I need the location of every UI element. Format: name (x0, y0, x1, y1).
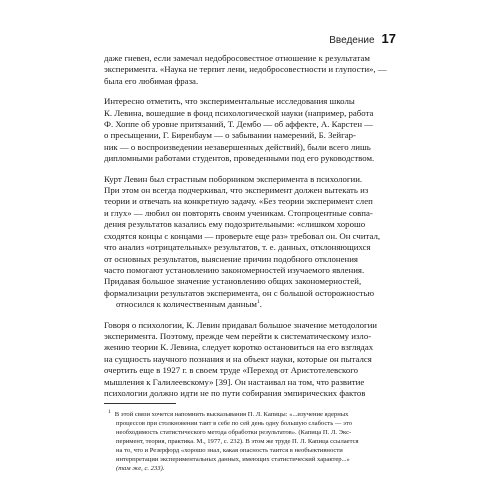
footnote-line: на то, что и Резерфорд «хорошо знал, какая опасность таится в необъективности (116, 447, 343, 454)
paragraph-4 (104, 320, 394, 400)
text-line: и глух» — любил он повторять своим ученикам. Стопроцентные совпа- (104, 207, 373, 218)
footnote-citation: (там же, с. 233). (116, 465, 165, 472)
text-line: При этом он всегда подчеркивал, что эксперимент должен вытекать из (104, 185, 369, 196)
text-line: Придавая большое значение установлению общих закономерностей, (104, 276, 362, 287)
text-line: формализации результатов эксперимента, он с большой осторожностью (104, 287, 375, 298)
text-line: эксперимента. Поэтому, прежде чем перейти к систематическому изло- (104, 330, 372, 341)
text-line: психологии должно идти не по пути собирания эмпирических фактов (104, 387, 366, 398)
text-line: относился к количественным данным$^1$. (116, 299, 262, 310)
text-line: дения результатов казались ему подозрительными: «слишком хорошо (104, 219, 366, 230)
text-line: К. Левина, вошедшие в фонд психологической науки (например, работа (104, 107, 374, 118)
footnote-reference[interactable]: 1 (256, 299, 260, 306)
footnote-line: необходимость статистического метода обработки результатов». (Капица П. Л. Экс- (116, 429, 352, 436)
text-line: о пресыщении, Г. Биренбаум — о забывании намерений, Б. Зейгар- (104, 130, 356, 141)
text-line: часто помогают установлению закономерностей изучаемого явления. (104, 264, 365, 275)
footnote-line-content: В этой связи хочется напомнить высказывания П. Л. Капицы: «...изучение ядерных (114, 411, 349, 418)
text-line: мышления к Галилеевскому» [39]. Он настаивал на том, что развитие (104, 376, 365, 387)
paragraph-1 (104, 53, 394, 87)
footnote (104, 410, 394, 473)
text-line: на сущность научного познания и на объект науки, которые он пытался (104, 353, 372, 364)
text-line: Курт Левин был страстным поборником эксперимента в психологии. (104, 173, 363, 184)
paragraph-3 (104, 174, 394, 311)
footnote-line: интерпретации экспериментальных данных, имеющих статистический характер...» (116, 456, 350, 463)
text-line: теории и отвечать на конкретную задачу. «Без теории эксперимент слеп (104, 196, 373, 207)
text-line: дипломными работами студентов, проведенными под его руководством. (104, 153, 375, 164)
text-line: от основных результатов, выяснение причин подобного отклонения (104, 253, 358, 264)
text-line: что анализ «отрицательных» результатов, т. е. данных, отклоняющихся (104, 242, 371, 253)
text-line: Ф. Хоппе об уровне притязаний, Т. Дембо — об аффекте, А. Карстен — (104, 119, 374, 130)
footnote-line (104, 410, 394, 419)
page-number: 17 (381, 31, 396, 46)
body-text (104, 53, 394, 399)
footnote-mark: 1 (108, 408, 111, 415)
text-line: сходятся концы с концами — проверьте еще раз» требовал он. Он считал, (104, 230, 381, 241)
text-line: ник — о воспроизведении незавершенных действий), были всего лишь (104, 141, 371, 152)
text-line: очертить еще в 1927 г. в своем труде «Переход от Аристотелевского (104, 365, 359, 376)
text-line: была его любимая фраза. (104, 75, 199, 86)
text-line: даже гневен, если замечал недобросовестное отношение к результатам (104, 53, 370, 63)
footnote-line: перимент, теория, практика. М., 1977, с. 232). В этом же труде П. Л. Капица ссылается (116, 438, 359, 445)
running-head (329, 31, 396, 46)
paragraph-2 (104, 96, 394, 164)
text-line: Говоря о психологии, К. Левин придавал большое значение методологии (104, 319, 378, 330)
text-line: жению теории К. Левина, следует коротко остановиться на его взглядах (104, 342, 374, 353)
text-line: эксперимента. «Наука не терпит лени, недобросовестности и глупости», — (104, 64, 387, 75)
text-line-content: относился к количественным данным (116, 299, 257, 310)
running-head-title: Введение (329, 35, 375, 46)
text-line: Интересно отметить, что экспериментальные исследования школы (104, 96, 355, 107)
footnote-line: процессов при столкновении таит в себе по сей день одну большую слабость — это (116, 420, 353, 427)
footnote-divider (104, 403, 176, 404)
